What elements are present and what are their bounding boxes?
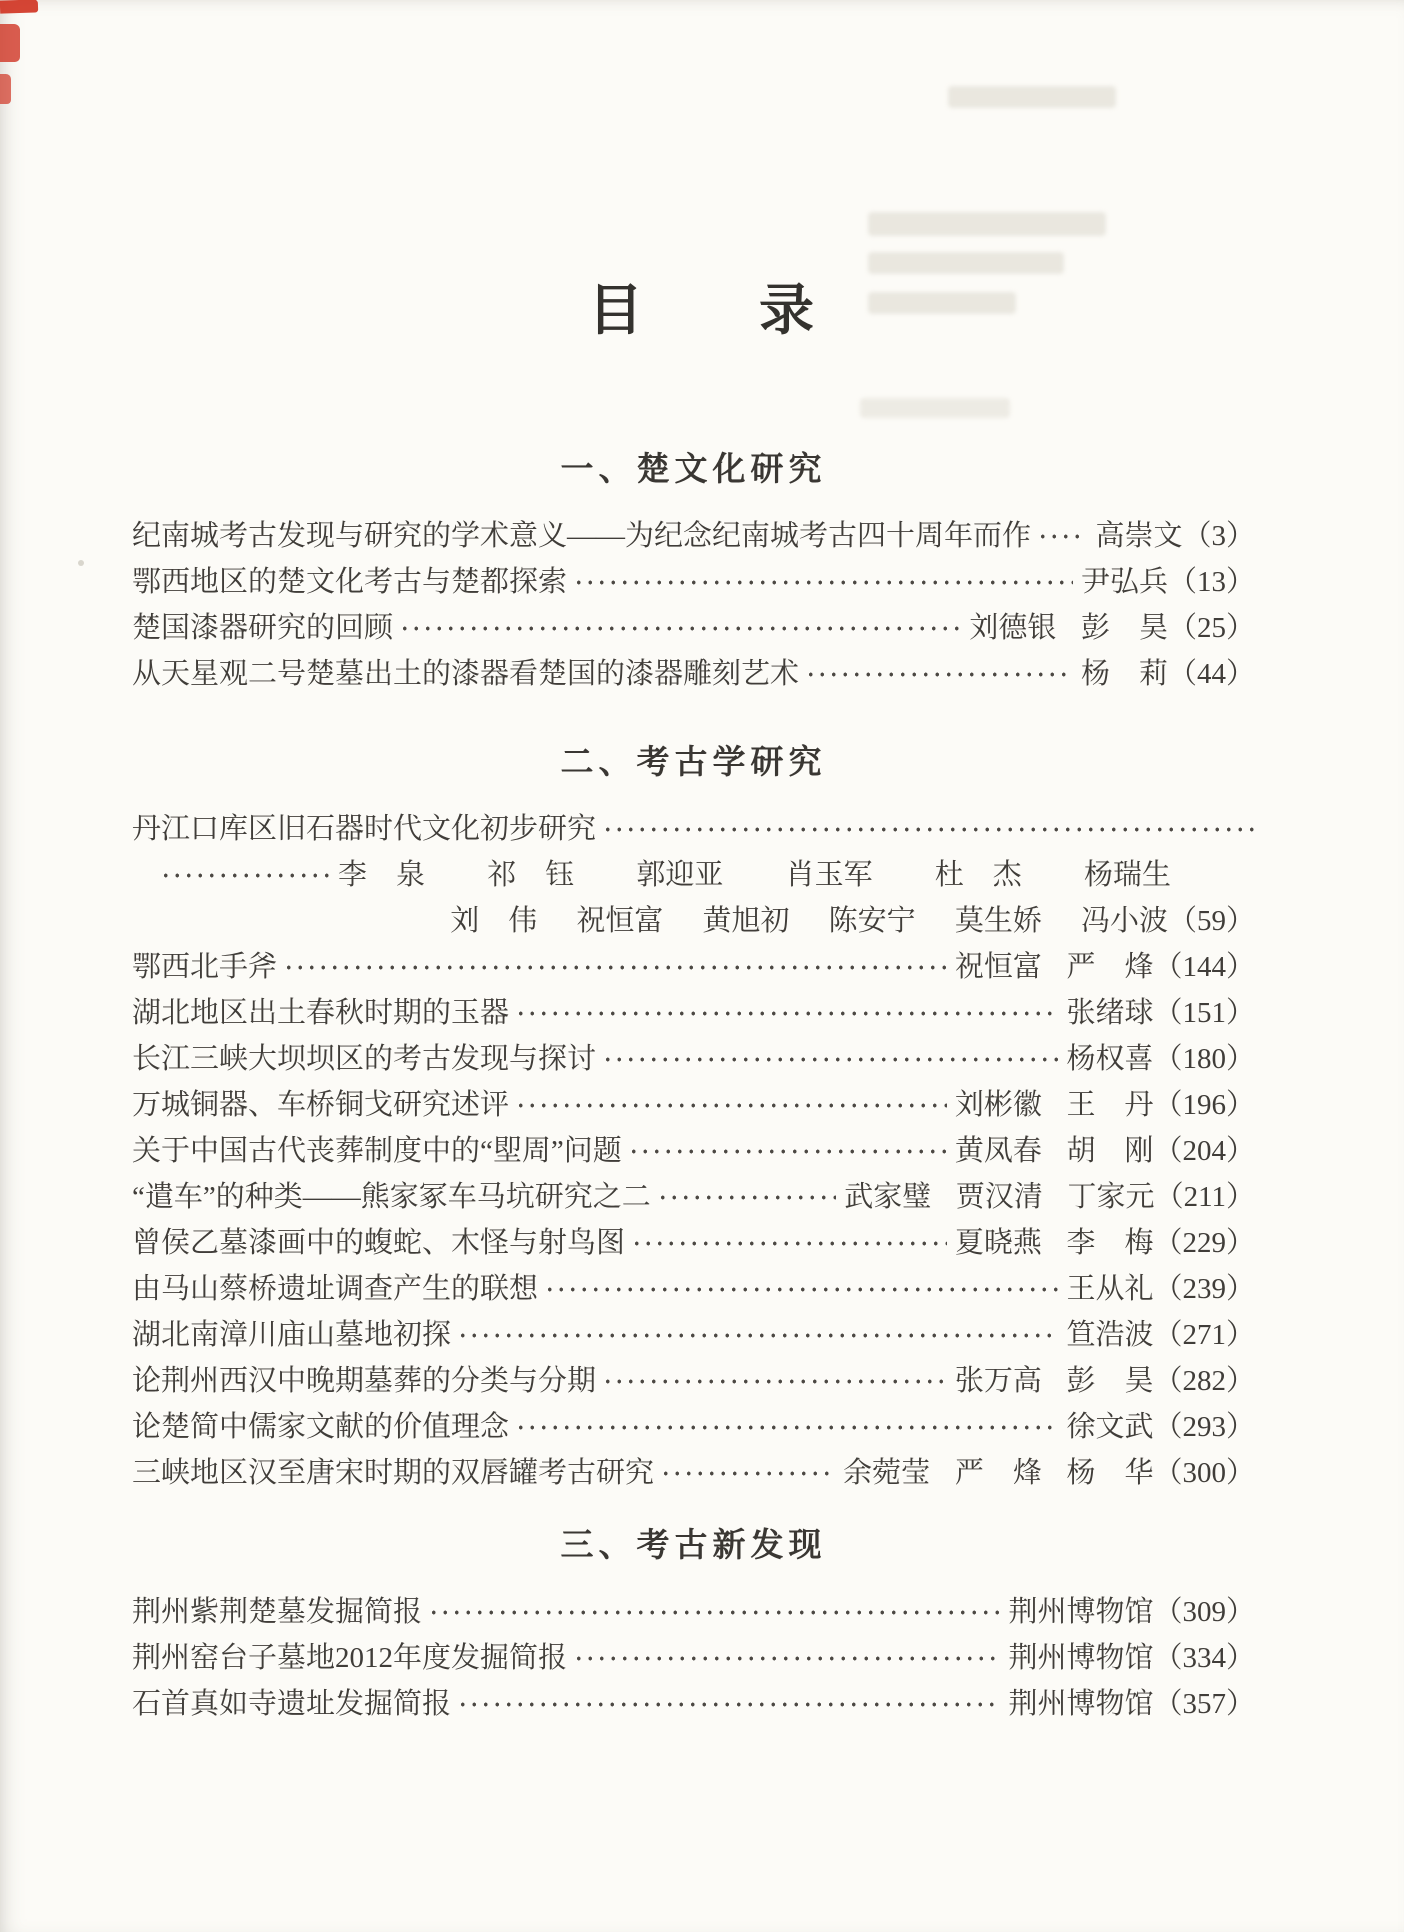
toc-entry bbox=[132, 1079, 1255, 1125]
entry-authors bbox=[1066, 1312, 1153, 1353]
dot-leader bbox=[631, 1239, 947, 1248]
entry-page-number: （239） bbox=[1153, 1272, 1255, 1305]
red-ink-mark bbox=[0, 0, 38, 14]
bleedthrough-text bbox=[868, 212, 1106, 236]
author-name: 张绪球 bbox=[1066, 996, 1154, 1029]
entry-page-number: （300） bbox=[1153, 1456, 1255, 1489]
author-name: 严 烽 bbox=[954, 1456, 1042, 1489]
dot-leader bbox=[428, 1608, 1000, 1617]
dot-leader bbox=[573, 578, 1073, 587]
entry-title: 曾侯乙墓漆画中的蝮蛇、木怪与射鸟图 bbox=[132, 1226, 626, 1259]
author-name: 杨权喜 bbox=[1066, 1042, 1154, 1075]
entry-authors bbox=[955, 1358, 1154, 1399]
toc-entry bbox=[132, 556, 1255, 602]
entry-page-number: （357） bbox=[1153, 1687, 1255, 1720]
entry-page-number: （204） bbox=[1153, 1134, 1255, 1167]
entry-authors bbox=[843, 1450, 1153, 1491]
entry-authors bbox=[955, 1220, 1154, 1261]
author-name: 严 烽 bbox=[1066, 950, 1154, 983]
author-name: 余菀莹 bbox=[843, 1456, 931, 1489]
toc-entry bbox=[132, 803, 1255, 849]
entry-page-number: （3） bbox=[1182, 519, 1255, 552]
author-name: 刘德银 bbox=[969, 611, 1057, 644]
entry-page-number: （44） bbox=[1167, 657, 1255, 690]
table-of-contents bbox=[132, 443, 1255, 1724]
dot-leader bbox=[515, 1101, 947, 1110]
author-name: 杜 杰 bbox=[934, 858, 1022, 891]
entry-authors bbox=[955, 1082, 1154, 1123]
author-name: 郭迎亚 bbox=[636, 858, 724, 891]
entry-page-number: （180） bbox=[1153, 1042, 1255, 1075]
author-name: 丁家元 bbox=[1067, 1180, 1155, 1213]
toc-entry bbox=[132, 895, 1255, 941]
entry-title: 关于中国古代丧葬制度中的“堲周”问题 bbox=[132, 1134, 622, 1167]
author-name: 尹弘兵 bbox=[1080, 565, 1168, 598]
dot-leader bbox=[660, 1469, 835, 1478]
entry-authors bbox=[1066, 990, 1153, 1031]
dot-leader bbox=[457, 1700, 1000, 1709]
entry-title: 鄂西地区的楚文化考古与楚都探索 bbox=[132, 565, 568, 598]
page-title: 目 录 bbox=[587, 280, 816, 341]
bleedthrough-text bbox=[948, 86, 1116, 108]
author-name: 胡 刚 bbox=[1066, 1134, 1154, 1167]
entry-page-number: （144） bbox=[1153, 950, 1255, 983]
entry-title: 论荆州西汉中晚期墓葬的分类与分期 bbox=[132, 1364, 597, 1397]
entry-title: 万城铜器、车桥铜戈研究述评 bbox=[132, 1088, 510, 1121]
author-name: 荆州博物馆 bbox=[1008, 1595, 1154, 1628]
entry-title: 由马山蔡桥遗址调查产生的联想 bbox=[132, 1272, 539, 1305]
entry-authors bbox=[1095, 513, 1182, 554]
entry-authors bbox=[1066, 1404, 1153, 1445]
author-name: 彭 昊 bbox=[1066, 1364, 1154, 1397]
entry-authors bbox=[1066, 1036, 1153, 1077]
toc-section bbox=[132, 1519, 1255, 1724]
dot-leader bbox=[544, 1285, 1058, 1294]
entry-authors bbox=[1081, 559, 1168, 600]
entry-title: 楚国漆器研究的回顾 bbox=[132, 611, 394, 644]
author-name: 彭 昊 bbox=[1080, 611, 1168, 644]
entry-title: 湖北地区出土春秋时期的玉器 bbox=[132, 996, 510, 1029]
dot-leader bbox=[283, 963, 947, 972]
entry-page-number: （196） bbox=[1153, 1088, 1255, 1121]
author-name: 王从礼 bbox=[1066, 1272, 1154, 1305]
author-name: 张万高 bbox=[954, 1364, 1042, 1397]
dot-leader bbox=[573, 1654, 1000, 1663]
section-heading: 二、考古学研究 bbox=[560, 743, 827, 780]
entry-authors bbox=[1008, 1681, 1153, 1722]
dot-leader bbox=[515, 1009, 1058, 1018]
entry-authors bbox=[844, 1174, 1154, 1215]
author-name: 贾汉清 bbox=[955, 1180, 1043, 1213]
entry-page-number: （282） bbox=[1153, 1364, 1255, 1397]
author-name: 徐文武 bbox=[1066, 1410, 1154, 1443]
author-name: 黄旭初 bbox=[702, 904, 790, 937]
toc-entry bbox=[132, 1586, 1255, 1632]
toc-entry bbox=[132, 1125, 1255, 1171]
author-name: 刘彬徽 bbox=[954, 1088, 1042, 1121]
author-name: 杨 莉 bbox=[1080, 657, 1168, 690]
author-name: 祝恒富 bbox=[954, 950, 1042, 983]
entry-page-number: （59） bbox=[1167, 904, 1255, 937]
section-heading: 三、考古新发现 bbox=[560, 1526, 827, 1563]
entry-title: 从天星观二号楚墓出土的漆器看楚国的漆器雕刻艺术 bbox=[132, 657, 800, 690]
entry-page-number: （211） bbox=[1154, 1180, 1255, 1213]
entry-title: 荆州紫荆楚墓发掘简报 bbox=[132, 1595, 423, 1628]
entry-authors bbox=[450, 898, 1168, 939]
author-name: 冯小波 bbox=[1080, 904, 1168, 937]
entry-page-number: （309） bbox=[1153, 1595, 1255, 1628]
entry-title: 丹江口库区旧石器时代文化初步研究 bbox=[132, 812, 597, 845]
dot-leader bbox=[628, 1147, 947, 1156]
dot-leader bbox=[602, 1055, 1058, 1064]
dot-leader bbox=[805, 670, 1073, 679]
entry-authors bbox=[955, 944, 1154, 985]
toc-entry bbox=[132, 1355, 1255, 1401]
author-name: 高崇文 bbox=[1095, 519, 1183, 552]
author-name: 李 梅 bbox=[1066, 1226, 1154, 1259]
author-name: 夏晓燕 bbox=[954, 1226, 1042, 1259]
author-name: 笪浩波 bbox=[1066, 1318, 1154, 1351]
entry-authors bbox=[338, 852, 1171, 893]
dot-leader bbox=[515, 1423, 1058, 1432]
toc-entry bbox=[154, 849, 1255, 895]
author-name: 武家璧 bbox=[844, 1180, 932, 1213]
entry-title: 三峡地区汉至唐宋时期的双唇罐考古研究 bbox=[132, 1456, 655, 1489]
author-name: 莫生娇 bbox=[954, 904, 1042, 937]
entry-title: “遣车”的种类——熊家冢车马坑研究之二 bbox=[132, 1180, 651, 1213]
entry-title: 石首真如寺遗址发掘简报 bbox=[132, 1687, 452, 1720]
entry-authors bbox=[1081, 651, 1168, 692]
author-name: 刘 伟 bbox=[450, 904, 538, 937]
section-heading: 一、楚文化研究 bbox=[560, 450, 827, 487]
author-name: 杨瑞生 bbox=[1083, 858, 1171, 891]
entry-title: 荆州窑台子墓地2012年度发掘简报 bbox=[132, 1641, 568, 1674]
entry-title: 鄂西北手斧 bbox=[132, 950, 278, 983]
toc-entry bbox=[132, 987, 1255, 1033]
entry-title: 纪南城考古发现与研究的学术意义——为纪念纪南城考古四十周年而作 bbox=[132, 519, 1032, 552]
toc-entry bbox=[132, 1309, 1255, 1355]
toc-entry bbox=[132, 648, 1255, 694]
entry-authors bbox=[1008, 1635, 1153, 1676]
entry-page-number: （151） bbox=[1153, 996, 1255, 1029]
entry-page-number: （229） bbox=[1153, 1226, 1255, 1259]
dot-leader bbox=[602, 1377, 947, 1386]
toc-entry bbox=[132, 1033, 1255, 1079]
toc-entry bbox=[132, 941, 1255, 987]
author-name: 祝恒富 bbox=[576, 904, 664, 937]
toc-entry bbox=[132, 602, 1255, 648]
entry-authors bbox=[1008, 1589, 1153, 1630]
entry-authors bbox=[955, 1128, 1154, 1169]
author-name: 王 丹 bbox=[1066, 1088, 1154, 1121]
red-ink-mark bbox=[0, 24, 20, 62]
entry-page-number: （25） bbox=[1167, 611, 1255, 644]
entry-title: 长江三峡大坝坝区的考古发现与探讨 bbox=[132, 1042, 597, 1075]
entry-page-number: （271） bbox=[1153, 1318, 1255, 1351]
entry-title: 湖北南漳川庙山墓地初探 bbox=[132, 1318, 452, 1351]
author-name: 陈安宁 bbox=[828, 904, 916, 937]
dot-leader bbox=[657, 1193, 836, 1202]
toc-entry bbox=[132, 1263, 1255, 1309]
entry-page-number: （293） bbox=[1153, 1410, 1255, 1443]
scan-speck bbox=[78, 560, 84, 566]
entry-page-number: （334） bbox=[1153, 1641, 1255, 1674]
toc-entry bbox=[132, 1678, 1255, 1724]
author-name: 黄凤春 bbox=[954, 1134, 1042, 1167]
toc-entry bbox=[132, 1171, 1255, 1217]
author-name: 荆州博物馆 bbox=[1008, 1641, 1154, 1674]
toc-entry bbox=[132, 1632, 1255, 1678]
author-name: 荆州博物馆 bbox=[1008, 1687, 1154, 1720]
entry-authors bbox=[1066, 1266, 1153, 1307]
bleedthrough-text bbox=[860, 398, 1010, 418]
toc-section bbox=[132, 443, 1255, 694]
author-name: 李 泉 bbox=[338, 858, 426, 891]
dot-leader bbox=[160, 871, 330, 880]
toc-entry bbox=[132, 1401, 1255, 1447]
entry-authors bbox=[969, 605, 1168, 646]
toc-entry bbox=[132, 1217, 1255, 1263]
toc-entry bbox=[132, 510, 1255, 556]
author-name: 杨 华 bbox=[1066, 1456, 1154, 1489]
author-name: 肖玉军 bbox=[785, 858, 873, 891]
dot-leader bbox=[1037, 532, 1087, 541]
dot-leader bbox=[457, 1331, 1058, 1340]
red-ink-mark bbox=[0, 74, 11, 104]
entry-page-number: （13） bbox=[1167, 565, 1255, 598]
entry-title: 论楚简中儒家文献的价值理念 bbox=[132, 1410, 510, 1443]
toc-entry bbox=[132, 1447, 1255, 1493]
dot-leader bbox=[399, 624, 961, 633]
toc-section bbox=[132, 736, 1255, 1493]
dot-leader bbox=[602, 825, 1255, 834]
author-name: 祁 钰 bbox=[487, 858, 575, 891]
